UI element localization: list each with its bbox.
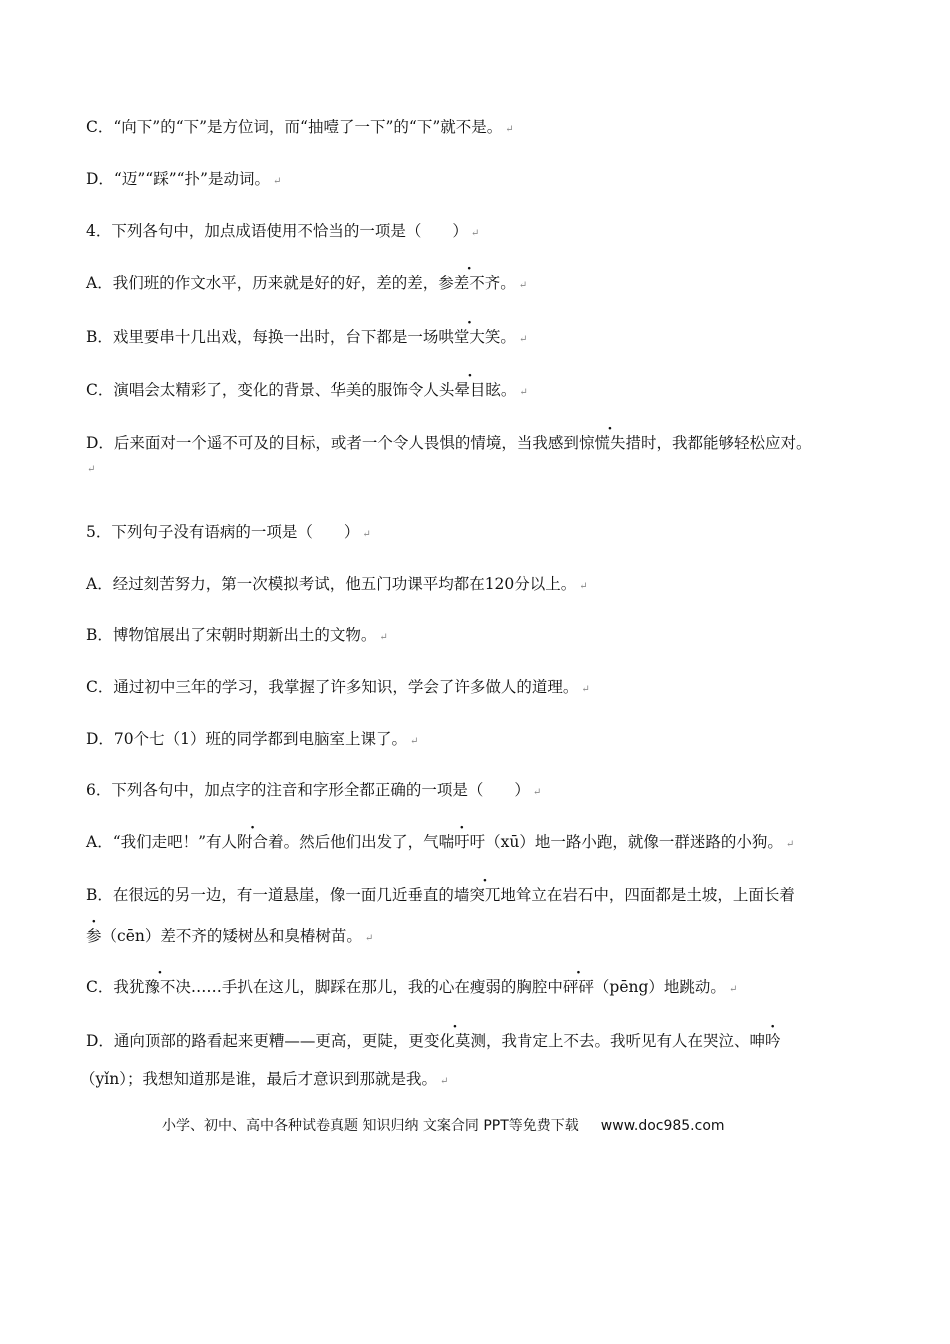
option-c-q5: C．通过初中三年的学习，我掌握了许多知识，学会了许多做人的道理。 ↵ — [86, 678, 590, 696]
dotted-char: 吟 — [764, 1032, 781, 1050]
option-b-q6: B．在很远的另一边，有一道悬崖，像一面几近垂直的墙突兀地耸立在岩石中，四面都是土坡，上面长着 — [86, 886, 795, 904]
option-d-q3: D．“迈”“踩”“扑”是动词。 ↵ — [86, 170, 282, 188]
dotted-idiom: 变化莫测 — [423, 1032, 486, 1050]
option-c-q6: C．我犹豫不决……手扒在这儿，脚踩在那儿，我的心在瘦弱的胸腔中砰砰（pēng）地跳动。 ↵ — [86, 978, 738, 996]
option-d-q5: D．70个七（1）班的同学都到电脑室上课了。 ↵ — [86, 730, 419, 748]
dotted-char: 参 — [86, 927, 102, 945]
footer-text: 小学、初中、高中各种试卷真题 知识归纳 文案合同 PPT等免费下载 — [162, 1118, 579, 1134]
option-a-q6: A．“我们走吧！”有人附合着。然后他们出发了，气喘吁吁（xū）地一路小跑，就像一群迷路的小狗。 ↵ — [86, 833, 795, 851]
dotted-idiom: 犹豫不决 — [128, 978, 191, 996]
dotted-word: 砰砰 — [562, 978, 594, 996]
option-a-q5: A．经过刻苦努力，第一次模拟考试，他五门功课平均都在120分以上。 ↵ — [86, 575, 588, 593]
option-b-q5: B．博物馆展出了宋朝时期新出土的文物。 ↵ — [86, 626, 388, 644]
footer-url[interactable]: www.doc985.com — [600, 1118, 725, 1134]
option-a-q4: A．我们班的作文水平，历来就是好的好，差的差，参差不齐。 ↵ — [86, 274, 528, 292]
dotted-word: 喘吁吁 — [438, 833, 486, 851]
dotted-idiom: 头晕目眩 — [438, 381, 501, 399]
option-c-q3: C．“向下”的“下”是方位词，而“抽噎了一下”的“下”就不是。 ↵ — [86, 118, 514, 136]
paragraph-mark: ↵ — [87, 464, 96, 475]
option-b-q4: B．戏里要串十几出戏，每换一出时，台下都是一场哄堂大笑。 ↵ — [86, 328, 528, 346]
dotted-idiom: 惊慌失措 — [578, 434, 641, 452]
dotted-idiom: 参差不齐 — [438, 274, 501, 292]
question-4: 4．下列各句中，加点成语使用不恰当的一项是（ ） ↵ — [86, 222, 480, 240]
dotted-word: 附合 — [237, 833, 269, 851]
option-d-q4: D．后来面对一个遥不可及的目标，或者一个令人畏惧的情境，当我感到惊慌失措时，我都能够轻松应对。 — [86, 434, 812, 452]
option-b-q6-cont: 参（cēn）差不齐的矮树丛和臭椿树苗。 ↵ — [86, 927, 374, 945]
question-6: 6．下列各句中，加点字的注音和字形全都正确的一项是（ ） ↵ — [86, 781, 542, 799]
option-c-q4: C．演唱会太精彩了，变化的背景、华美的服饰令人头晕目眩。 ↵ — [86, 381, 528, 399]
question-5: 5．下列句子没有语病的一项是（ ） ↵ — [86, 523, 371, 541]
dotted-word: 突兀 — [469, 886, 501, 904]
page-footer — [162, 1115, 725, 1137]
option-d-q6: D．通向顶部的路看起来更糟——更高，更陡，更变化莫测，我肯定上不去。我听见有人在哭泣、呻吟 — [86, 1032, 781, 1050]
option-d-q6-cont: （yǐn）；我想知道那是谁，最后才意识到那就是我。 ↵ — [80, 1070, 449, 1088]
dotted-idiom: 哄堂大笑 — [438, 328, 501, 346]
